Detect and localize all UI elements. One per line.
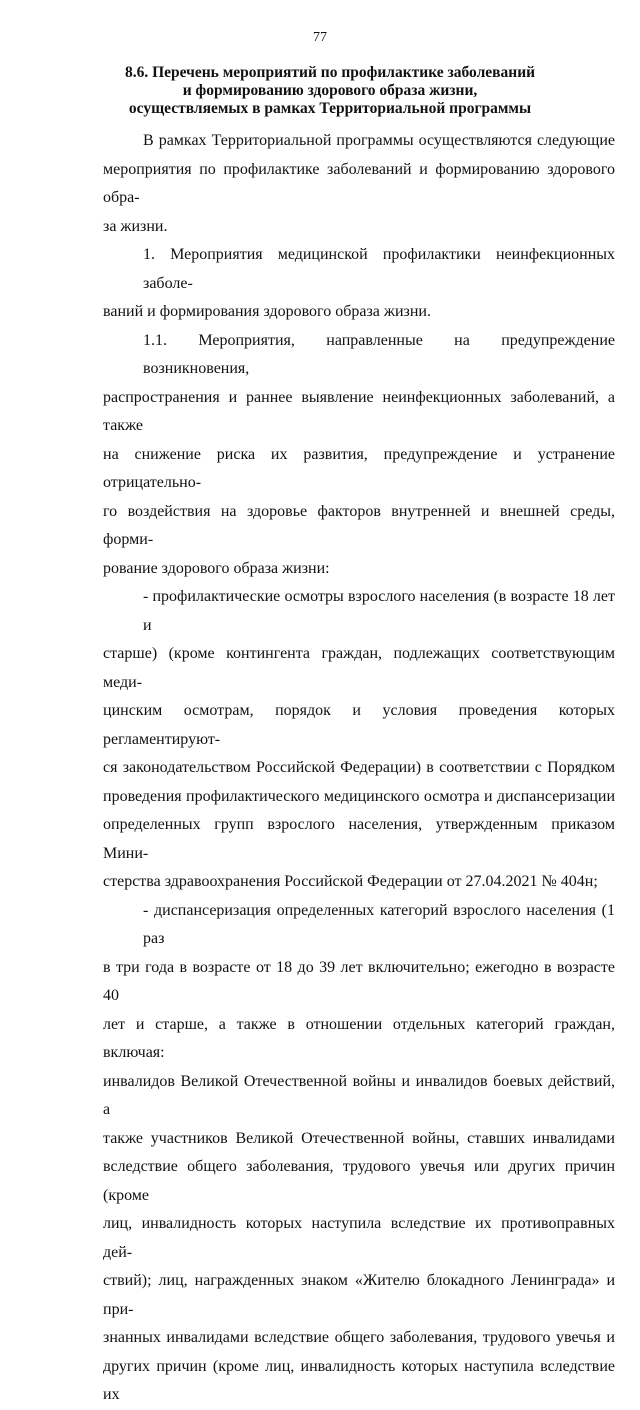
text-line: рование здорового образа жизни: <box>103 559 330 577</box>
heading-line: осуществляемых в рамках Территориальной программы <box>128 100 532 117</box>
text-line: В рамках Территориальной программы осуществляются следующие <box>143 132 615 149</box>
text-line: за жизни. <box>103 217 168 235</box>
text-line: распространения и раннее выявление неинфекционных заболеваний, а также <box>103 388 615 434</box>
paragraph-intro <box>103 127 615 241</box>
text-line: вследствие общего заболевания, трудового увечья или других причин (кроме <box>103 1158 615 1204</box>
text-line: определенных групп взрослого населения, утвержденным приказом Мини- <box>103 816 615 862</box>
text-line: лиц, инвалидность которых наступила вследствие их противоправных дей- <box>103 1215 615 1261</box>
text-line: старше) (кроме контингента граждан, подлежащих соответствующим меди- <box>103 645 615 691</box>
paragraph-dispensary <box>103 897 615 1410</box>
document-body <box>103 127 615 1410</box>
text-line: также участников Великой Отечественной войны, ставших инвалидами <box>103 1129 615 1147</box>
heading-line: 8.6. Перечень мероприятий по профилактике заболеваний <box>124 64 536 81</box>
text-line: мероприятия по профилактике заболеваний и формированию здорового обра- <box>103 160 615 206</box>
paragraph-preventive-exams <box>103 583 615 897</box>
section-heading <box>60 64 600 118</box>
text-line: на снижение риска их развития, предупреждение и устранение отрицательно- <box>103 445 615 491</box>
text-line: стерства здравоохранения Российской Федерации от 27.04.2021 № 404н; <box>103 873 598 890</box>
text-line: в три года в возрасте от 18 до 39 лет включительно; ежегодно в возрасте 40 <box>103 958 615 1004</box>
text-line: го воздействия на здоровье факторов внутренней и внешней среды, форми- <box>103 502 615 548</box>
text-line: - диспансеризация определенных категорий взрослого населения (1 раз <box>143 901 615 947</box>
paragraph-item-1 <box>103 241 615 327</box>
text-line: инвалидов Великой Отечественной войны и инвалидов боевых действий, а <box>103 1072 615 1118</box>
text-line: лет и старше, а также в отношении отдельных категорий граждан, включая: <box>103 1015 615 1061</box>
text-line: других причин (кроме лиц, инвалидность которых наступила вследствие их <box>103 1357 615 1403</box>
page-number: 77 <box>313 30 327 45</box>
text-line: - профилактические осмотры взрослого населения (в возрасте 18 лет и <box>143 588 615 634</box>
text-line: цинским осмотрам, порядок и условия проведения которых регламентируют- <box>103 702 615 748</box>
text-line: ваний и формирования здорового образа жизни. <box>103 303 431 320</box>
text-line: проведения профилактического медицинского осмотра и диспансеризации <box>103 787 615 805</box>
paragraph-item-1-1 <box>103 327 615 584</box>
text-line: 1. Мероприятия медицинской профилактики неинфекционных заболе- <box>143 246 615 292</box>
text-line: ствий); лиц, награжденных знаком «Жителю блокадного Ленинграда» и при- <box>103 1272 615 1318</box>
text-line: знанных инвалидами вследствие общего заболевания, трудового увечья и <box>103 1329 615 1346</box>
heading-line: и формированию здорового образа жизни, <box>182 82 478 99</box>
text-line: ся законодательством Российской Федерации) в соответствии с Порядком <box>103 759 615 776</box>
text-line: 1.1. Мероприятия, направленные на предупреждение возникновения, <box>143 331 615 377</box>
